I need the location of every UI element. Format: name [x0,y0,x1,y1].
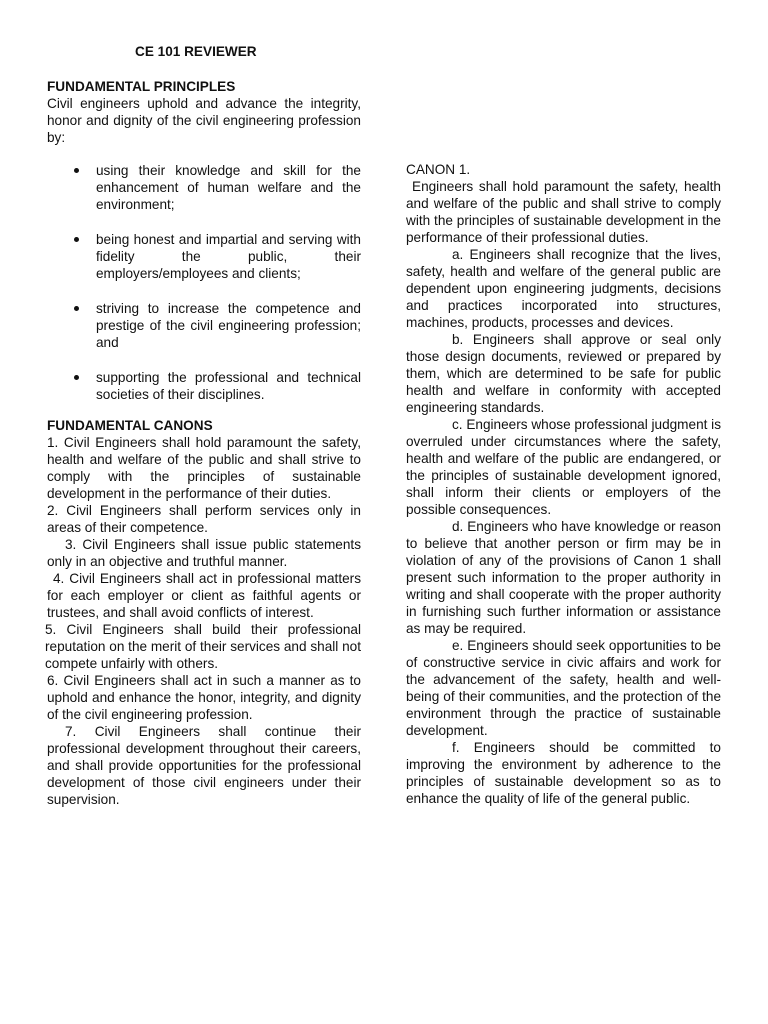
canon-item: 7. Civil Engineers shall continue their professional development throughout their careers, and shall provide opportunities for the professional development of those civil engineers under their supervision. [47,724,361,807]
document-title: CE 101 REVIEWER [135,44,257,59]
principle-item [47,300,361,351]
principle-item [47,162,361,213]
bullet-icon [74,237,79,242]
canon1-subitem: f. Engineers should be committed to improving the environment by adherence to the principles of sustainable development so as to enhance the quality of life of the general public. [406,740,721,806]
principle-text: being honest and impartial and serving with fidelity the public, their employers/employees and clients; [96,232,361,281]
canon-item: 1. Civil Engineers shall hold paramount the safety, health and welfare of the public and shall strive to comply with the principles of sustainable development in the performance of their duties. [47,435,361,501]
principle-text: supporting the professional and technical societies of their disciplines. [96,370,361,402]
bullet-icon [74,168,79,173]
left-column [47,43,361,808]
principle-text: striving to increase the competence and prestige of the civil engineering profession; and [96,301,361,350]
canon-item: 6. Civil Engineers shall act in such a manner as to uphold and enhance the honor, integrity, and dignity of the civil engineering profession. [47,673,361,722]
canon-item: 3. Civil Engineers shall issue public statements only in an objective and truthful manner. [47,537,361,569]
canon1-label: CANON 1. [406,162,471,177]
canon-item: 2. Civil Engineers shall perform services only in areas of their competence. [47,503,361,535]
canon1-subitem: d. Engineers who have knowledge or reason to believe that another person or firm may be in violation of any of the provisions of Canon 1 shall present such information to the proper authority in writing and shall cooperate with the proper authority in furnishing such further information or assistance as may be required. [406,519,721,636]
canon1-subitem: b. Engineers shall approve or seal only those design documents, reviewed or prepared by them, which are determined to be safe for public health and welfare in conformity with accepted engineering standards. [406,332,721,415]
principles-list [47,162,361,403]
canon1-statement: Engineers shall hold paramount the safety, health and welfare of the public and shall strive to comply with the principles of sustainable development in the performance of their professional duties. [406,179,721,245]
bullet-icon [74,375,79,380]
principles-heading: FUNDAMENTAL PRINCIPLES [47,79,236,94]
canon1-subitem: c. Engineers whose professional judgment is overruled under circumstances where the safety, health and welfare of the public are endangered, or the principles of sustainable development ignored, shall inform their clients or employers of the possible consequences. [406,417,722,517]
principle-text: using their knowledge and skill for the enhancement of human welfare and the environment; [96,163,361,212]
canon-item: 5. Civil Engineers shall build their professional reputation on the merit of their services and shall not compete unfairly with others. [45,622,361,671]
principles-intro: Civil engineers uphold and advance the integrity, honor and dignity of the civil engineering profession by: [47,96,361,145]
canons-heading: FUNDAMENTAL CANONS [47,418,213,433]
bullet-icon [74,306,79,311]
canon-item: 4. Civil Engineers shall act in professional matters for each employer or client as faithful agents or trustees, and shall avoid conflicts of interest. [47,571,361,620]
canon1-subitem: e. Engineers should seek opportunities to be of constructive service in civic affairs and work for the advancement of the safety, health and well-being of their communities, and the protection of the environment through the practice of sustainable development. [406,638,721,738]
canon1-subitem: a. Engineers shall recognize that the lives, safety, health and welfare of the general public are dependent upon engineering judgments, decisions and practices incorporated into structures, machines, products, processes and devices. [406,247,721,330]
right-column [406,161,721,807]
principle-item [47,231,361,282]
principle-item [47,369,361,403]
